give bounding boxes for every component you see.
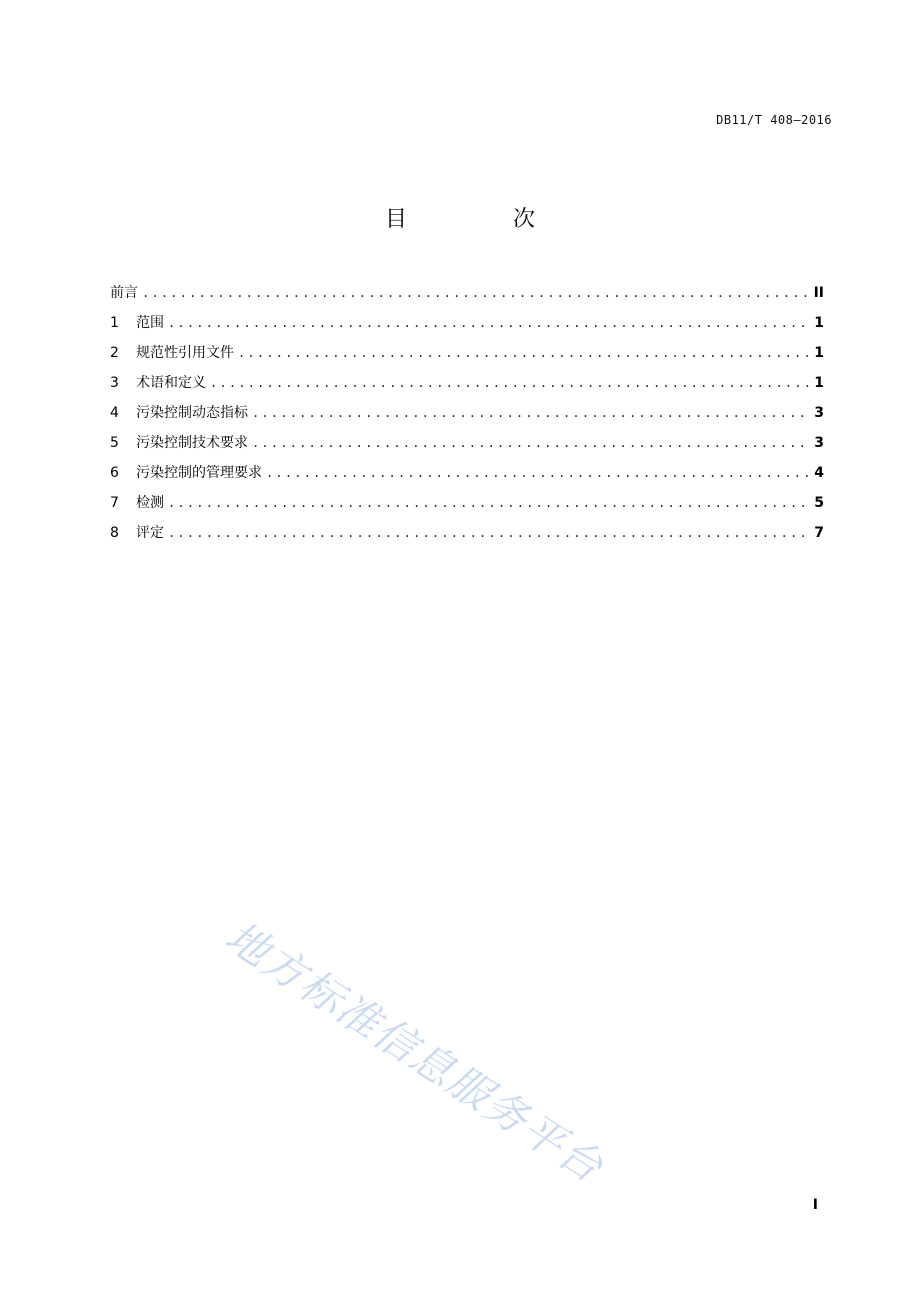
toc-item-management-requirements[interactable] [110, 458, 824, 488]
toc-item-page: 3 [814, 405, 824, 421]
toc-item-number: 6 [110, 465, 119, 481]
toc-item-number: 4 [110, 405, 119, 421]
toc-item-testing[interactable] [110, 488, 824, 518]
toc-item-number: 8 [110, 525, 119, 541]
toc-item-technical-requirements[interactable] [110, 428, 824, 458]
toc-item-page: 4 [814, 465, 824, 481]
toc-item-label: 评定 [136, 525, 164, 541]
toc-item-page: II [813, 285, 824, 301]
toc-dot-leader [252, 398, 810, 428]
toc-dot-leader [168, 308, 810, 338]
page-number: I [812, 1197, 818, 1213]
toc-dot-leader [210, 368, 810, 398]
toc-item-terms-definitions[interactable] [110, 368, 824, 398]
toc-item-page: 5 [814, 495, 824, 511]
toc-title: 目 次 [384, 207, 577, 232]
toc-item-number: 2 [110, 345, 119, 361]
toc-item-evaluation[interactable] [110, 518, 824, 548]
toc-dot-leader [168, 518, 810, 548]
toc-item-label: 规范性引用文件 [136, 345, 234, 361]
toc-dot-leader [266, 458, 810, 488]
toc-dot-leader [238, 338, 810, 368]
toc-item-dynamic-indicators[interactable] [110, 398, 824, 428]
toc-item-page: 1 [814, 315, 824, 331]
toc-item-label: 检测 [136, 495, 164, 511]
toc-item-page: 7 [814, 525, 824, 541]
toc-item-number: 1 [110, 315, 119, 331]
toc-item-number: 3 [110, 375, 119, 391]
toc-item-label: 前言 [110, 285, 138, 301]
table-of-contents [110, 278, 824, 548]
toc-dot-leader [252, 428, 810, 458]
toc-item-scope[interactable] [110, 308, 824, 338]
toc-item-page: 1 [814, 345, 824, 361]
toc-item-page: 3 [814, 435, 824, 451]
toc-dot-leader [168, 488, 810, 518]
toc-item-label: 污染控制动态指标 [136, 405, 248, 421]
toc-item-label: 污染控制的管理要求 [136, 465, 262, 481]
toc-item-label: 术语和定义 [136, 375, 206, 391]
toc-item-number: 7 [110, 495, 119, 511]
toc-item-normative-references[interactable] [110, 338, 824, 368]
toc-dot-leader [142, 278, 810, 308]
toc-item-foreword[interactable] [110, 278, 824, 308]
toc-item-page: 1 [814, 375, 824, 391]
toc-item-number: 5 [110, 435, 119, 451]
standard-code: DB11/T 408—2016 [716, 113, 832, 127]
watermark: 地方标准信息服务平台 [216, 911, 613, 1193]
toc-item-label: 范围 [136, 315, 164, 331]
toc-item-label: 污染控制技术要求 [136, 435, 248, 451]
